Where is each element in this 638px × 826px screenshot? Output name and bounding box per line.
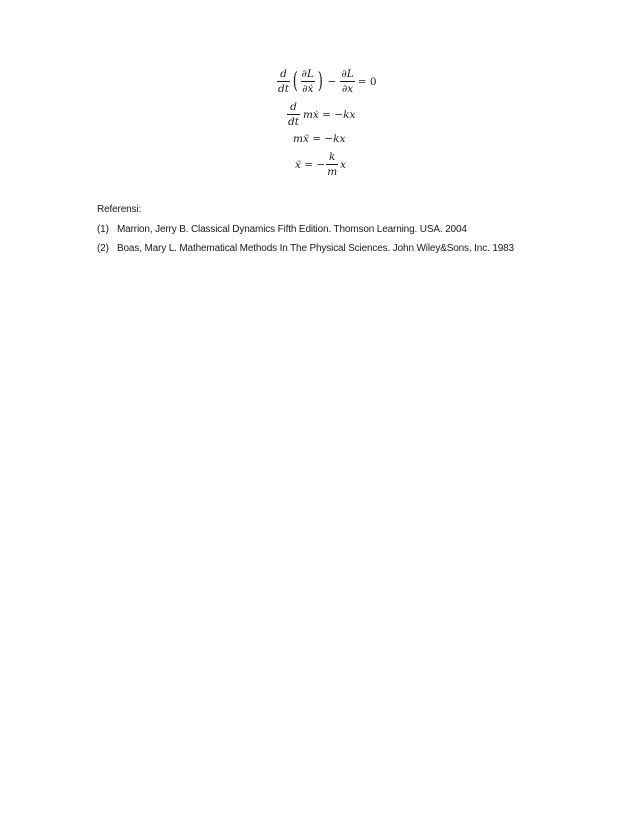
- fraction-bar: [277, 81, 290, 82]
- fraction-dL-dx: [340, 68, 354, 95]
- equals-zero: = 0: [357, 75, 377, 88]
- equation-body: mẍ = −kx: [293, 133, 346, 145]
- right-parenthesis: ): [317, 68, 323, 94]
- minus-operator: −: [327, 75, 337, 88]
- equation-euler-lagrange: [276, 68, 380, 95]
- fraction-numerator: ∂L: [301, 68, 314, 80]
- reference-text: Marrion, Jerry B. Classical Dynamics Fifth Edition. Thomson Learning. USA. 2004: [117, 224, 467, 235]
- fraction-numerator: ∂L: [341, 68, 354, 80]
- equation-acceleration: [295, 151, 346, 178]
- fraction-denominator: ∂x: [341, 83, 354, 95]
- fraction-denominator: dt: [278, 83, 289, 95]
- fraction-numerator: d: [280, 68, 287, 80]
- reference-item: [97, 243, 514, 254]
- reference-number: (2): [97, 243, 109, 254]
- fraction-k-m: [326, 151, 338, 178]
- equation-body: mẋ = −kx: [302, 108, 356, 121]
- reference-text: Boas, Mary L. Mathematical Methods In The Physical Sciences. John Wiley&Sons, Inc. 1983: [117, 243, 514, 254]
- fraction-d-dt: [277, 68, 290, 95]
- equation-rhs: x: [340, 158, 347, 171]
- reference-item: [97, 224, 467, 235]
- fraction-dL-dxdot: [301, 68, 315, 95]
- equation-lhs: ẍ = −: [295, 158, 326, 171]
- fraction-denominator: ∂ẋ: [302, 83, 314, 95]
- reference-number: (1): [97, 224, 109, 235]
- fraction-numerator: d: [290, 101, 297, 113]
- equation-momentum-derivative: [286, 101, 355, 128]
- fraction-d-dt: [287, 101, 300, 128]
- fraction-denominator: dt: [288, 116, 299, 128]
- fraction-bar: [287, 114, 300, 115]
- fraction-bar: [301, 81, 315, 82]
- fraction-bar: [326, 164, 338, 165]
- fraction-numerator: k: [329, 151, 336, 163]
- references-heading: Referensi:: [97, 204, 142, 215]
- fraction-denominator: m: [327, 166, 338, 178]
- left-parenthesis: (: [292, 68, 298, 94]
- equation-newton-spring: [293, 133, 345, 145]
- fraction-bar: [340, 81, 354, 82]
